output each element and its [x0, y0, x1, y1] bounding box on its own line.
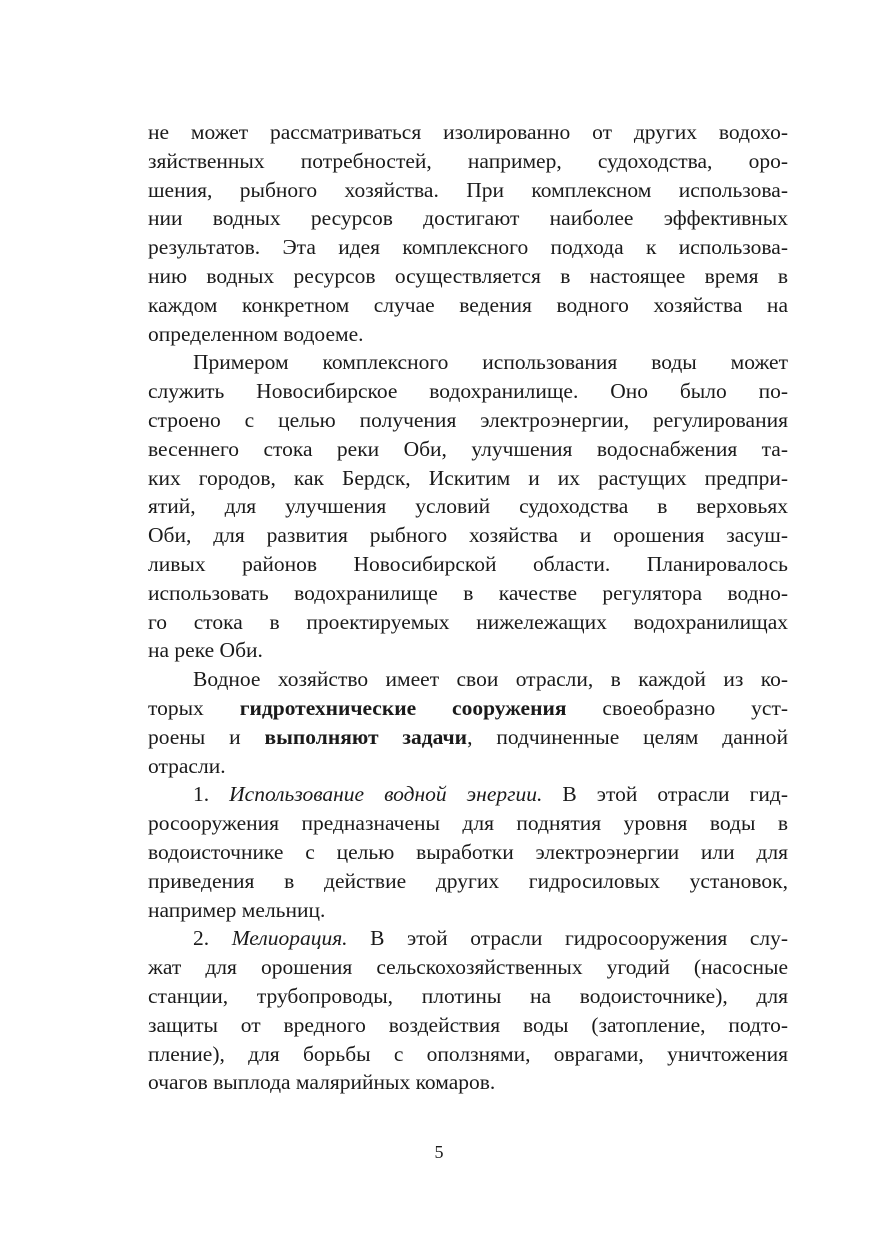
text-segment: отрасли.	[148, 753, 226, 778]
text-line	[148, 233, 788, 262]
text-segment: Водное хозяйство имеет свои отрасли, в каждой из ко-	[193, 667, 788, 692]
text-segment: служить Новосибирское водохранилище. Оно было по-	[148, 379, 788, 404]
text-line	[148, 291, 788, 320]
text-line	[148, 665, 788, 694]
text-segment: станции, трубопроводы, плотины на водоисточнике), для	[148, 983, 788, 1008]
text-line	[148, 723, 788, 752]
text-segment: определенном водоеме.	[148, 321, 364, 346]
text-segment: , подчиненные целям данной	[467, 724, 789, 749]
text-segment: 1.	[193, 782, 230, 807]
text-segment: ких городов, как Бердск, Искитим и их растущих предпри-	[148, 465, 788, 490]
text-segment: жат для орошения сельскохозяйственных угодий (насосные	[148, 955, 788, 980]
text-segment: нии водных ресурсов достигают наиболее эффективных	[148, 206, 788, 231]
text-segment: приведения в действие других гидросиловых установок,	[148, 868, 788, 893]
text-segment: ятий, для улучшения условий судоходства в верховьях	[148, 494, 788, 519]
text-segment: Примером комплексного использования воды может	[193, 350, 788, 375]
text-segment: зяйственных потребностей, например, судоходства, оро-	[148, 148, 788, 173]
italic-text: Мелиорация.	[231, 926, 348, 951]
text-segment: В этой отрасли гид-	[542, 782, 788, 807]
text-segment: на реке Оби.	[148, 638, 263, 663]
text-line	[148, 809, 788, 838]
text-segment: например мельниц.	[148, 897, 326, 922]
text-segment: росооружения предназначены для поднятия уровня воды в	[148, 811, 788, 836]
text-line	[148, 838, 788, 867]
text-segment: каждом конкретном случае ведения водного хозяйства на	[148, 292, 788, 317]
text-segment: защиты от вредного воздействия воды (затопление, подто-	[148, 1012, 788, 1037]
text-segment: использовать водохранилище в качестве регулятора водно-	[148, 580, 788, 605]
text-line	[148, 953, 788, 982]
text-line	[148, 1068, 788, 1097]
text-segment: строено с целью получения электроэнергии, регулирования	[148, 407, 788, 432]
text-line	[148, 579, 788, 608]
text-line	[148, 752, 788, 781]
text-line	[148, 608, 788, 637]
text-segment: Оби, для развития рыбного хозяйства и орошения засуш-	[148, 523, 788, 548]
text-segment: роены и	[148, 724, 265, 749]
paragraph	[148, 665, 788, 780]
page-body	[148, 118, 788, 1097]
text-line	[148, 176, 788, 205]
bold-text: выполняют задачи	[264, 724, 468, 749]
text-segment: не может рассматриваться изолированно от других водохо-	[148, 120, 788, 144]
text-segment: го стока в проектируемых нижележащих водохранилищах	[148, 609, 788, 634]
text-segment: В этой отрасли гидросооружения слу-	[347, 926, 789, 951]
text-line	[148, 320, 788, 349]
text-line	[148, 406, 788, 435]
text-line	[148, 694, 788, 723]
text-segment: нию водных ресурсов осуществляется в настоящее время в	[148, 263, 788, 288]
text-line	[148, 924, 788, 953]
text-segment: весеннего стока реки Оби, улучшения водоснабжения та-	[148, 436, 788, 461]
text-segment: торых	[148, 695, 240, 720]
page-number: 5	[434, 1142, 444, 1162]
text-segment: результатов. Эта идея комплексного подхода к использова-	[148, 235, 788, 260]
text-line	[148, 636, 788, 665]
text-line	[148, 982, 788, 1011]
text-segment: пление), для борьбы с оползнями, оврагами, уничтожения	[148, 1041, 788, 1066]
text-segment: очагов выплода малярийных комаров.	[148, 1070, 496, 1095]
text-line	[148, 204, 788, 233]
text-line	[148, 1011, 788, 1040]
text-line	[148, 377, 788, 406]
paragraph	[148, 780, 788, 924]
text-segment: своеобразно уст-	[566, 695, 789, 720]
text-segment: водоисточнике с целью выработки электроэнергии или для	[148, 839, 788, 864]
text-segment: 2.	[193, 926, 232, 951]
text-line	[148, 262, 788, 291]
text-line	[148, 118, 788, 147]
paragraph	[148, 924, 788, 1097]
text-line	[148, 435, 788, 464]
bold-text: гидротехнические сооружения	[239, 695, 567, 720]
text-line	[148, 1040, 788, 1069]
text-segment: шения, рыбного хозяйства. При комплексном использова-	[148, 177, 788, 202]
text-line	[148, 867, 788, 896]
text-line	[148, 896, 788, 925]
paragraph	[148, 348, 788, 665]
text-line	[148, 464, 788, 493]
text-line	[148, 147, 788, 176]
text-line	[148, 492, 788, 521]
italic-text: Использование водной энергии.	[229, 782, 543, 807]
text-line	[148, 550, 788, 579]
text-segment: ливых районов Новосибирской области. Планировалось	[148, 551, 788, 576]
paragraph	[148, 118, 788, 348]
text-line	[148, 780, 788, 809]
text-line	[148, 521, 788, 550]
text-line	[148, 348, 788, 377]
